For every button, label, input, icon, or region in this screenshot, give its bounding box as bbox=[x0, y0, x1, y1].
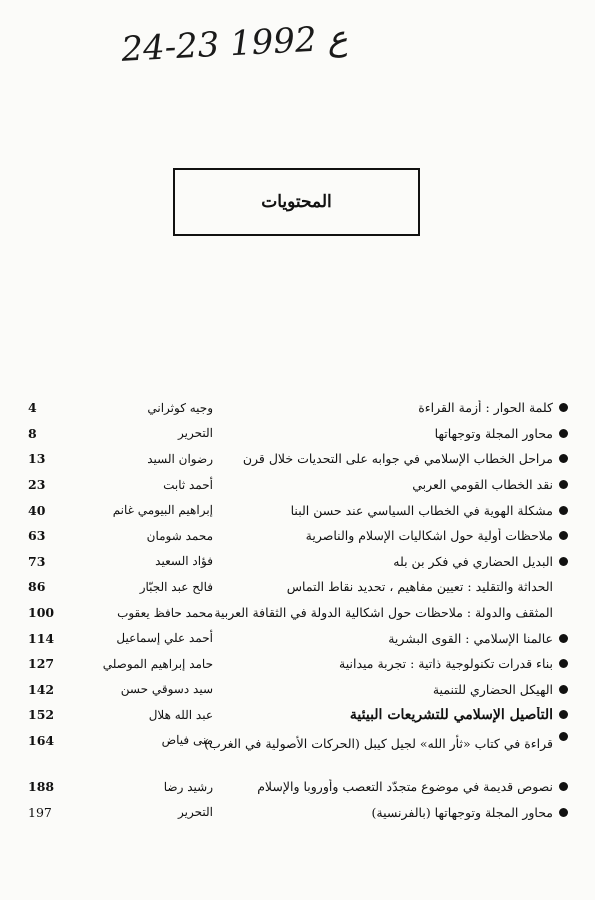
bullet-icon bbox=[559, 506, 568, 515]
toc-entry-page-number: 23 bbox=[28, 477, 46, 493]
toc-entry-title: كلمة الحوار : أزمة القراءة bbox=[418, 400, 553, 416]
contents-title-box bbox=[173, 168, 420, 236]
toc-entry-page-number: 164 bbox=[28, 732, 55, 748]
toc-entry-title: محاور المجلة وتوجهاتها bbox=[434, 425, 553, 441]
bullet-icon bbox=[559, 685, 568, 694]
toc-entry bbox=[28, 472, 568, 498]
toc-entry bbox=[28, 600, 568, 626]
toc-entry-author: أحمد علي إسماعيل bbox=[116, 631, 213, 646]
toc-entry-page-number: 86 bbox=[28, 579, 46, 595]
toc-entry bbox=[28, 625, 568, 651]
toc-entry-author: وجيه كوثراني bbox=[147, 400, 213, 415]
bullet-icon bbox=[559, 557, 568, 566]
toc-entry bbox=[28, 728, 568, 774]
toc-entry-author: فؤاد السعيد bbox=[155, 554, 213, 569]
bullet-icon bbox=[559, 659, 568, 668]
toc-entry-title: محاور المجلة وتوجهاتها (بالفرنسية) bbox=[371, 804, 553, 820]
toc-entry-title: البديل الحضاري في فكر بن بله bbox=[393, 553, 553, 569]
toc-entry-author: رضوان السيد bbox=[147, 451, 213, 466]
toc-entry bbox=[28, 651, 568, 677]
handwritten-date-note: 24-23 ع 1992 bbox=[120, 18, 349, 70]
toc-entry bbox=[28, 774, 568, 800]
page-title: المحتويات bbox=[261, 192, 332, 212]
toc-entry-author: التحرير bbox=[178, 805, 213, 820]
toc-entry-title: عالمنا الإسلامي : القوى البشرية bbox=[388, 630, 553, 646]
toc-entry-author: منى فياض bbox=[161, 732, 213, 747]
toc-entry bbox=[28, 523, 568, 549]
toc-entry-author: محمد حافظ يعقوب bbox=[117, 605, 213, 620]
toc-entry-title: نصوص قديمة في موضوع متجدّد التعصب وأوروبا والإسلام bbox=[257, 779, 553, 795]
toc-entry-title: الحداثة والتقليد : تعيين مفاهيم ، تحديد نقاط التماس bbox=[286, 579, 553, 595]
toc-entry-author: محمد شومان bbox=[146, 528, 213, 543]
toc-entry-page-number: 4 bbox=[28, 400, 37, 416]
toc-entry bbox=[28, 549, 568, 575]
toc-entry bbox=[28, 421, 568, 447]
toc-entry bbox=[28, 497, 568, 523]
toc-entry-page-number: 73 bbox=[28, 553, 46, 569]
toc-entry-author: فالح عبد الجبّار bbox=[139, 579, 213, 594]
toc-entry-title: مراحل الخطاب الإسلامي في جوابه على التحديات خلال قرن bbox=[242, 451, 553, 467]
bullet-icon bbox=[559, 429, 568, 438]
bullet-icon bbox=[559, 403, 568, 412]
toc-entry-page-number: 8 bbox=[28, 425, 37, 441]
toc-entry-title: قراءة في كتاب «ثأر الله» لجيل كيبل (الحركات الأصولية في الغرب) bbox=[204, 735, 553, 751]
toc-entry-author: حامد إبراهيم الموصلي bbox=[102, 656, 213, 671]
toc-entry-author: سيد دسوقي حسن bbox=[120, 682, 213, 697]
toc-entry bbox=[28, 702, 568, 728]
toc-entry-page-number: 152 bbox=[28, 707, 55, 723]
bullet-icon bbox=[559, 710, 568, 719]
toc-entry-page-number: 100 bbox=[28, 605, 55, 621]
toc-entry-author: عبد الله هلال bbox=[148, 707, 213, 722]
bullet-icon bbox=[559, 732, 568, 741]
toc-entry bbox=[28, 799, 568, 825]
bullet-icon bbox=[559, 634, 568, 643]
toc-entry-page-number: 63 bbox=[28, 528, 46, 544]
toc-entry bbox=[28, 574, 568, 600]
bullet-icon bbox=[559, 531, 568, 540]
toc-entry-title: الهيكل الحضاري للتنمية bbox=[432, 681, 553, 697]
toc-entry-author: أحمد ثابت bbox=[163, 477, 213, 492]
toc-entry-title: ملاحظات أولية حول اشكاليات الإسلام والناصرية bbox=[305, 528, 553, 544]
toc-entry-author: التحرير bbox=[178, 426, 213, 441]
toc-entry-author: إبراهيم البيومي غانم bbox=[112, 503, 213, 518]
toc-entry-page-number: 142 bbox=[28, 681, 55, 697]
toc-entry-title: مشكلة الهوية في الخطاب السياسي عند حسن البنا bbox=[290, 502, 553, 518]
bullet-icon bbox=[559, 454, 568, 463]
toc-entry bbox=[28, 677, 568, 703]
toc-entry-title: التأصيل الإسلامي للتشريعات البيئية bbox=[349, 706, 553, 723]
toc-entry-author: رشيد رضا bbox=[163, 779, 213, 794]
toc-entry-page-number: 114 bbox=[28, 630, 55, 646]
table-of-contents bbox=[28, 395, 568, 825]
bullet-icon bbox=[559, 480, 568, 489]
toc-entry-page-number: 13 bbox=[28, 451, 46, 467]
toc-entry-page-number: 40 bbox=[28, 502, 46, 518]
toc-entry-page-number: 127 bbox=[28, 656, 55, 672]
toc-entry bbox=[28, 395, 568, 421]
toc-entry-title: بناء قدرات تكنولوجية ذاتية : تجربة ميدانية bbox=[339, 656, 553, 672]
toc-entry-title: نقد الخطاب القومي العربي bbox=[412, 477, 553, 493]
toc-entry-title: المثقف والدولة : ملاحظات حول اشكالية الدولة في الثقافة العربية bbox=[214, 605, 553, 621]
toc-entry bbox=[28, 446, 568, 472]
bullet-icon bbox=[559, 808, 568, 817]
toc-entry-page-number: 188 bbox=[28, 779, 55, 795]
bullet-icon bbox=[559, 782, 568, 791]
toc-entry-page-number: 197 bbox=[28, 804, 52, 820]
